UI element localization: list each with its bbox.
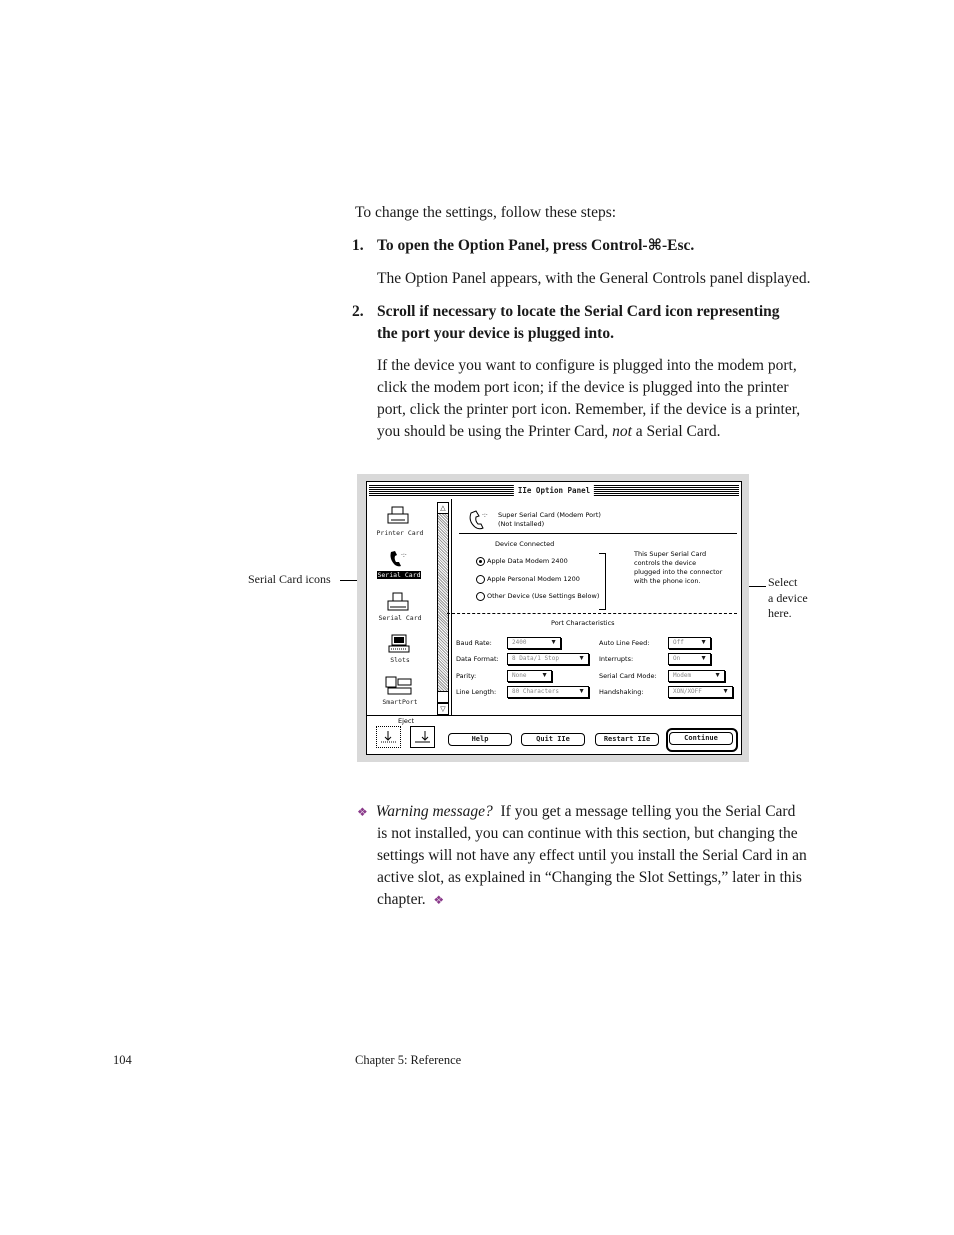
page-number: 104 [113, 1053, 132, 1067]
option-panel-screenshot [357, 474, 749, 762]
handshaking-label: Handshaking: [599, 688, 644, 696]
port-characteristics-label: Port Characteristics [551, 619, 615, 627]
info-text: This Super Serial Card controls the device plugged into the connector with the phone icon. [634, 550, 723, 585]
device-radio-1[interactable] [476, 557, 485, 566]
bottom-bar-rule [367, 715, 741, 716]
device-radio-3[interactable] [476, 592, 485, 601]
device-radio-2[interactable] [476, 575, 485, 584]
sidebar-item-smartport[interactable]: SmartPort [382, 698, 418, 706]
disk-drive-2-icon[interactable] [410, 726, 435, 748]
drive-icon[interactable] [385, 676, 413, 696]
svg-text:·:·: ·:· [401, 552, 407, 559]
device-option-3[interactable]: Other Device (Use Settings Below) [487, 592, 600, 600]
device-option-1[interactable]: Apple Data Modem 2400 [487, 557, 568, 565]
sidebar-divider [451, 499, 452, 715]
printer-icon[interactable] [387, 506, 409, 526]
phone-icon[interactable] [387, 549, 409, 569]
serial-card-mode-label: Serial Card Mode: [599, 672, 657, 680]
baud-rate-label: Baud Rate: [456, 639, 492, 647]
step-2-body-line-4: you should be using the Printer Card, not a Serial Card. [377, 423, 721, 440]
running-footer-chapter: Chapter 5: Reference [355, 1053, 462, 1067]
step-2-title-line-1: Scroll if necessary to locate the Serial Card icon representing [377, 303, 780, 320]
window-title: IIe Option Panel [514, 485, 594, 496]
warning-end-bullet-icon: ❖ [433, 893, 445, 907]
parity-dropdown[interactable]: None ▼ [507, 670, 552, 682]
sidebar [369, 499, 431, 713]
intro-text: To change the settings, follow these steps: [355, 204, 617, 221]
data-format-label: Data Format: [456, 655, 499, 663]
warning-bullet-icon: ❖ [357, 805, 368, 819]
phone-icon [467, 509, 489, 531]
baud-rate-dropdown[interactable]: 2400 ▼ [507, 637, 561, 649]
quit-iie-button[interactable]: Quit IIe [521, 733, 585, 746]
callout-serial-card-icons: Serial Card icons [248, 572, 331, 586]
section-divider [447, 613, 737, 614]
warning-paragraph: ❖ Warning message? If you get a message telling you the Serial Card is not installed, you can continue with this section, but changing the settings will not have any effect until you install the Serial Card in an active slot, as explained in “Changing the Slot Settings,” later in this chapter. ❖ [357, 803, 807, 908]
step-2-body-line-2: click the modem port icon; if the device is plugged into the printer [377, 379, 789, 396]
eject-label: Eject [398, 717, 415, 725]
step-1-number: 1. [352, 237, 364, 254]
step-2-body-line-3: port, click the printer port icon. Remember, if the device is a printer, [377, 401, 801, 418]
continue-button[interactable]: Continue [669, 732, 733, 745]
device-option-2[interactable]: Apple Personal Modem 1200 [487, 575, 580, 583]
window-titlebar [369, 485, 739, 496]
restart-iie-button[interactable]: Restart IIe [595, 733, 659, 746]
svg-text:·:·: ·:· [482, 512, 488, 519]
interrupts-dropdown[interactable]: On ▼ [668, 653, 711, 665]
sidebar-scrollbar[interactable] [437, 502, 449, 715]
sidebar-item-serial-card-modem[interactable]: Serial Card [377, 571, 421, 579]
line-length-label: Line Length: [456, 688, 497, 696]
sidebar-item-printer-card[interactable]: Printer Card [376, 529, 424, 537]
data-format-dropdown[interactable]: 8 Data/1 Stop ▼ [507, 653, 589, 665]
option-panel-window [366, 481, 742, 755]
sidebar-item-slots[interactable]: Slots [390, 656, 410, 664]
device-connected-label: Device Connected [495, 540, 555, 548]
auto-line-feed-dropdown[interactable]: Off ▼ [668, 637, 711, 649]
handshaking-dropdown[interactable]: XON/XOFF ▼ [668, 686, 733, 698]
warning-label: Warning message? [375, 803, 493, 820]
card-status: (Not Installed) [498, 520, 545, 528]
scroll-up-arrow-icon[interactable]: △ [438, 503, 448, 514]
step-1-body: The Option Panel appears, with the General Controls panel displayed. [377, 270, 811, 287]
sidebar-item-serial-card-printer[interactable]: Serial Card [378, 614, 422, 622]
scroll-thumb[interactable] [438, 691, 448, 703]
line-length-dropdown[interactable]: 80 Characters ▼ [507, 686, 589, 698]
device-bracket [599, 553, 606, 610]
printer-icon[interactable] [387, 592, 409, 612]
parity-label: Parity: [456, 672, 477, 680]
step-2-title-line-2: the port your device is plugged into. [377, 325, 614, 342]
card-title: Super Serial Card (Modem Port) [498, 511, 601, 519]
step-2-body-line-1: If the device you want to configure is plugged into the modem port, [377, 357, 797, 374]
header-rule [459, 533, 737, 534]
serial-card-mode-dropdown[interactable]: Modem ▼ [668, 670, 725, 682]
computer-icon[interactable] [388, 634, 410, 654]
step-1-title: To open the Option Panel, press Control-⌘-Esc. [377, 237, 695, 254]
disk-drive-1-icon[interactable] [376, 726, 401, 748]
scroll-down-arrow-icon[interactable]: ▽ [438, 703, 448, 714]
interrupts-label: Interrupts: [599, 655, 634, 663]
step-2-number: 2. [352, 303, 364, 320]
help-button[interactable]: Help [448, 733, 512, 746]
callout-select-device: Select a device here. [768, 575, 808, 620]
auto-line-feed-label: Auto Line Feed: [599, 639, 650, 647]
